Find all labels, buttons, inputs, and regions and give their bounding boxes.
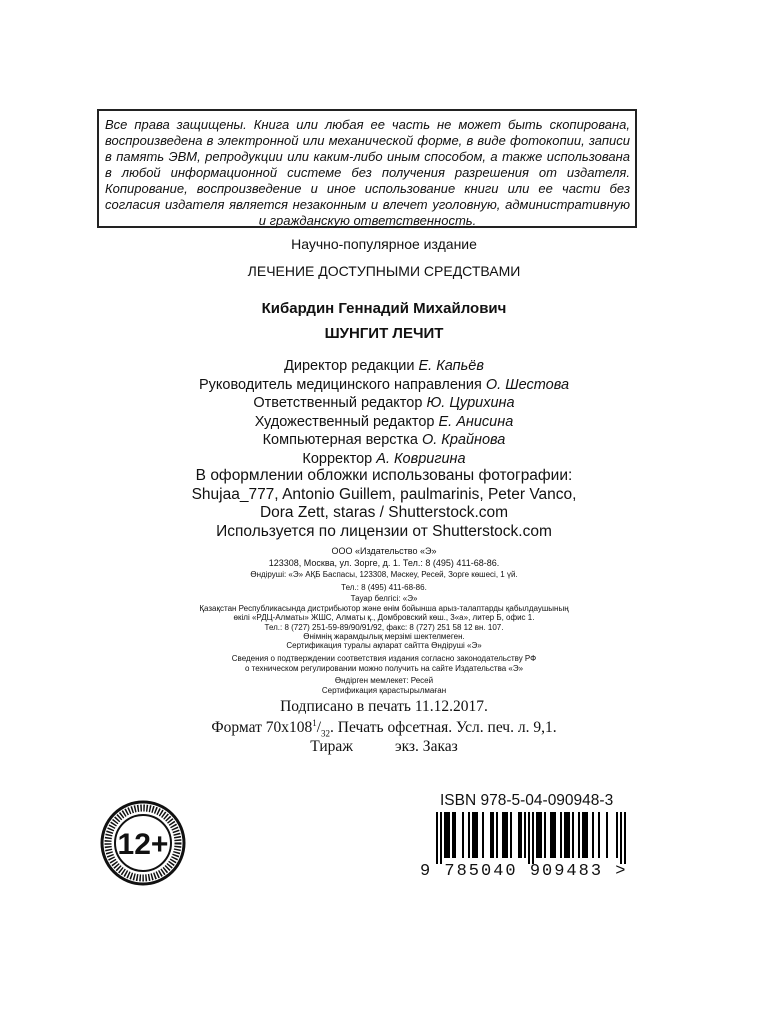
barcode-bar (564, 812, 566, 858)
barcode-bar (566, 812, 568, 858)
barcode-bar (578, 812, 580, 858)
barcode-bar (560, 812, 562, 858)
staff-role: Художественный редактор (254, 413, 439, 430)
barcode-bar (452, 812, 454, 858)
age-rating-badge (100, 800, 186, 886)
format-prefix: Формат 70x108 (211, 719, 313, 737)
barcode-bar (568, 812, 570, 858)
publisher-line: Сертификация қарастырылмаған (321, 686, 447, 695)
staff-name: Ю. Цурихина (426, 395, 515, 411)
barcode-bar (520, 812, 522, 858)
barcode-bar (550, 812, 552, 858)
barcode-bar (606, 812, 608, 858)
photo-credit-line: Используется по лицензии от Shutterstock.com (216, 522, 552, 540)
staff-line (0, 395, 768, 411)
staff-role: Руководитель медицинского направления (198, 376, 486, 393)
staff-name: Е. Капьёв (418, 358, 484, 374)
publisher-line: Тел.: 8 (727) 251-59-89/90/91/92, факс: 8 (727) 251 58 12 вн. 107. (264, 623, 504, 632)
barcode-bar (586, 812, 588, 858)
barcode-bar (510, 812, 512, 858)
barcode-bar (462, 812, 464, 858)
publisher-line: өкілі «РДЦ-Алматы» ЖШС, Алматы қ., Домбровский көш., 3«а», литер Б, офис 1. (233, 613, 535, 622)
staff-name: Е. Анисина (438, 413, 514, 430)
barcode-bar (528, 812, 530, 864)
barcode-bar (518, 812, 520, 858)
barcode-bar (504, 812, 506, 858)
barcode-digits: 9 785040 909483 > (420, 862, 628, 881)
staff-role: Ответственный редактор (253, 395, 427, 411)
barcode-bar (506, 812, 508, 858)
format-suffix: . Печать офсетная. Усл. печ. л. 9,1. (330, 719, 557, 737)
signed-date: Подписано в печать 11.12.2017. (280, 698, 488, 715)
publisher-line: Сведения о подтверждении соответствия издания согласно законодательству РФ (231, 654, 537, 663)
barcode-bar (532, 812, 534, 864)
age-rating-text: 12+ (117, 828, 169, 861)
barcode (420, 812, 650, 864)
series-title: ЛЕЧЕНИЕ ДОСТУПНЫМИ СРЕДСТВАМИ (247, 263, 521, 279)
staff-name: А. Ковригина (376, 450, 466, 467)
staff-role: Компьютерная верстка (262, 432, 422, 448)
run-label: Тираж (310, 738, 353, 755)
isbn-text: ISBN 978-5-04-090948-3 (440, 792, 614, 809)
publisher-line: ООО «Издательство «Э» (331, 546, 437, 556)
publisher-line: Тауар белгісі: «Э» (350, 594, 418, 603)
barcode-bar (472, 812, 474, 858)
barcode-bar (524, 812, 526, 858)
photo-credit-line: Shujaa_777, Antonio Guillem, paulmarinis, Peter Vanco, (191, 485, 577, 503)
publisher-line: о техническом регулировании можно получить на сайте Издательства «Э» (244, 664, 524, 673)
staff-name: О. Крайнова (421, 432, 506, 448)
barcode-bar (620, 812, 622, 864)
format-sup: 1 (312, 718, 317, 728)
author-name: Кибардин Геннадий Михайлович (261, 300, 507, 317)
barcode-bar (572, 812, 574, 858)
barcode-bar (448, 812, 450, 858)
barcode-bar (444, 812, 446, 858)
barcode-bar (474, 812, 476, 858)
barcode-bar (440, 812, 442, 864)
publisher-line: Қазақстан Республикасында дистрибьютор және өнім бойынша арыз-талаптарды қабылдаушының (199, 604, 569, 613)
barcode-bar (482, 812, 484, 858)
barcode-bar (476, 812, 478, 858)
staff-role: Корректор (302, 450, 377, 467)
barcode-bar (492, 812, 494, 858)
publisher-line: 123308, Москва, ул. Зорге, д. 1. Тел.: 8 (495) 411-68-86. (268, 558, 500, 568)
format-sub: 32 (321, 728, 331, 739)
publisher-line: Сертификация туралы ақпарат сайтта Өндіруші «Э» (286, 641, 482, 650)
copyright-notice: Все права защищены. Книга или любая ее часть не может быть скопирована, воспроизведена в электронной или механической форме, в виде фотокопии, записи в память ЭВМ, репродукции или каким-либо иным способом, а также использована в любой информационной системе без получения разрешения от издателя. Копирование, воспроизведение и иное использование книги или ее части без согласия издателя является незаконным и влечет уголовную, административную и гражданскую ответственность. (97, 109, 637, 228)
publisher-line: Өндірген мемлекет: Ресей (334, 676, 434, 685)
format-line: Формат $70x108^1/_{32}$. Печать офсетная. Усл. печ. л. 9,1. (211, 718, 557, 739)
barcode-bar (454, 812, 456, 858)
barcode-bar (446, 812, 448, 858)
barcode-bar (584, 812, 586, 858)
staff-line (0, 377, 768, 393)
barcode-bar (538, 812, 540, 858)
run-line (0, 738, 768, 756)
barcode-bar (554, 812, 556, 858)
barcode-bar (582, 812, 584, 858)
barcode-bar (552, 812, 554, 858)
staff-line (0, 414, 768, 430)
barcode-bar (540, 812, 542, 858)
barcode-bar (502, 812, 504, 858)
photo-credit-line: В оформлении обложки использованы фотографии: (195, 467, 573, 484)
staff-line (0, 451, 768, 467)
barcode-bar (624, 812, 626, 864)
staff-role: Директор редакции (284, 358, 419, 374)
photo-credit-line: Dora Zett, staras / Shutterstock.com (259, 504, 509, 521)
publisher-line: Өндіруші: «Э» АҚБ Баспасы, 123308, Мәскеу, Ресей, Зорге көшесі, 1 үй. (250, 570, 518, 579)
barcode-bar (436, 812, 438, 864)
publisher-line: Тел.: 8 (495) 411-68-86. (341, 583, 427, 592)
publisher-line: Өнімнің жарамдылық мерзімі шектелмеген. (303, 632, 465, 641)
run-suffix: экз. Заказ (394, 738, 458, 755)
barcode-bar (592, 812, 594, 858)
barcode-bar (598, 812, 600, 858)
barcode-bar (544, 812, 546, 858)
barcode-bar (496, 812, 498, 858)
book-title: ШУНГИТ ЛЕЧИТ (324, 325, 444, 342)
barcode-bar (536, 812, 538, 858)
edition-type: Научно-популярное издание (291, 236, 477, 252)
barcode-bar (468, 812, 470, 858)
staff-line (0, 432, 768, 448)
barcode-bar (490, 812, 492, 858)
staff-name: О. Шестова (485, 376, 570, 393)
barcode-bar (616, 812, 618, 858)
staff-line (0, 358, 768, 374)
